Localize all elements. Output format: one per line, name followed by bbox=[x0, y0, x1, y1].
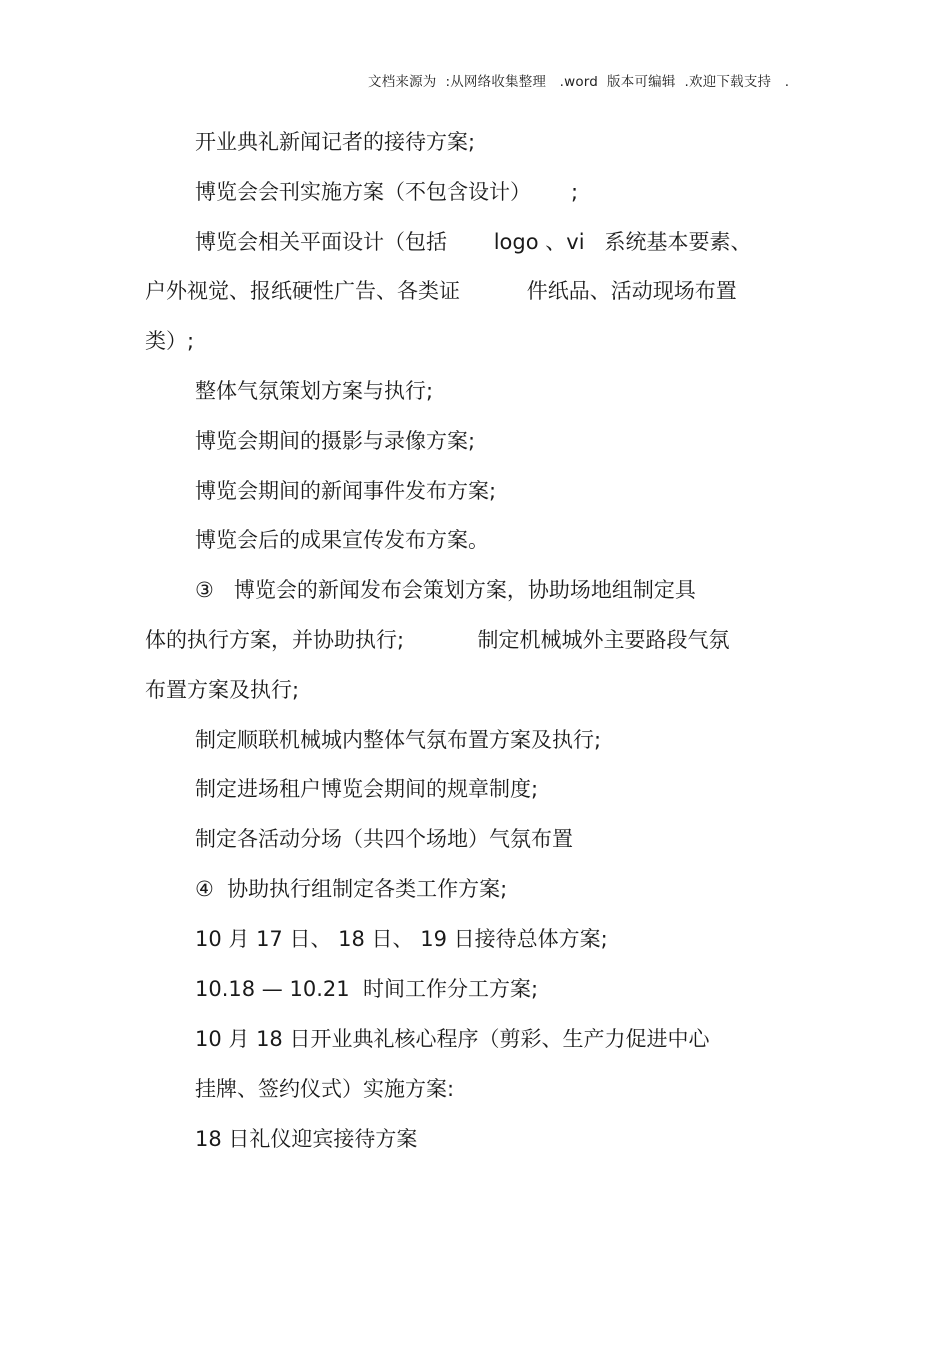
text-line: 类）; bbox=[145, 329, 195, 353]
text-line: 10.18 — 10.21 时间工作分工方案; bbox=[195, 977, 539, 1001]
text-line: 制定进场租户博览会期间的规章制度; bbox=[195, 777, 539, 801]
text-line: 开业典礼新闻记者的接待方案; bbox=[195, 130, 476, 154]
text-line: 博览会会刊实施方案（不包含设计） ; bbox=[195, 180, 579, 204]
text-line: 制定各活动分场（共四个场地）气氛布置 bbox=[195, 827, 573, 851]
page-header: 文档来源为 :从网络收集整理 .word 版本可编辑 .欢迎下载支持 . bbox=[368, 74, 790, 90]
text-line: ④ 协助执行组制定各类工作方案; bbox=[195, 877, 508, 901]
text-line: 10 月 17 日、 18 日、 19 日接待总体方案; bbox=[195, 927, 608, 951]
text-line: 整体气氛策划方案与执行; bbox=[195, 379, 434, 403]
text-line: 10 月 18 日开业典礼核心程序（剪彩、生产力促进中心 bbox=[195, 1027, 710, 1051]
text-line: ③ 博览会的新闻发布会策划方案，协助场地组制定具 bbox=[195, 578, 696, 602]
text-line: 博览会期间的新闻事件发布方案; bbox=[195, 479, 497, 503]
text-line: 博览会期间的摄影与录像方案; bbox=[195, 429, 476, 453]
text-line: 制定顺联机械城内整体气氛布置方案及执行; bbox=[195, 728, 602, 752]
text-line: 布置方案及执行; bbox=[145, 678, 300, 702]
text-line: 体的执行方案，并协助执行; 制定机械城外主要路段气氛 bbox=[145, 628, 730, 652]
text-line: 博览会相关平面设计（包括 logo 、vi 系统基本要素、 bbox=[195, 230, 752, 254]
text-line: 博览会后的成果宣传发布方案。 bbox=[195, 528, 489, 552]
text-line: 挂牌、签约仪式）实施方案: bbox=[195, 1077, 455, 1101]
text-line: 18 日礼仪迎宾接待方案 bbox=[195, 1127, 418, 1151]
text-line: 户外视觉、报纸硬性广告、各类证 件纸品、活动现场布置 bbox=[145, 279, 737, 303]
